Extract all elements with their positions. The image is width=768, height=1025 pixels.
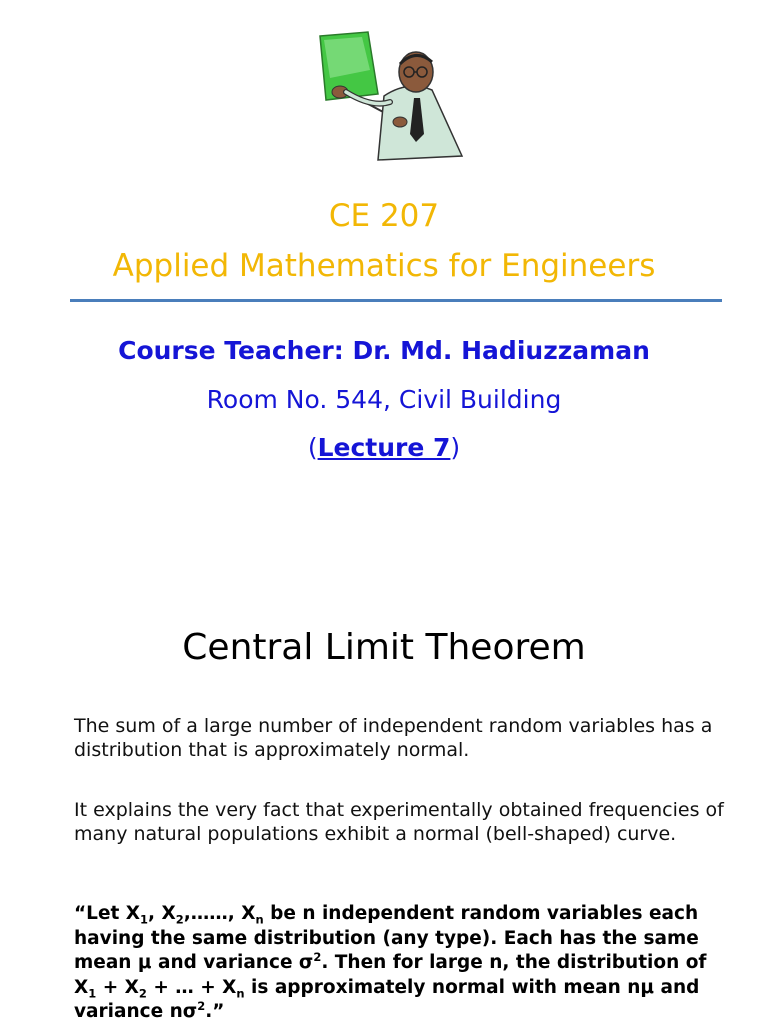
- theorem-statement: [74, 902, 754, 1025]
- paragraph-explanation: It explains the very fact that experimentally obtained frequencies of many natural populations exhibit a normal (bell-shaped) curve.: [74, 799, 724, 845]
- theorem-line-1: “Let $X_1$, $X_2,\dots\dots$, $X_n$ be n independent random variables each: [74, 903, 699, 927]
- lecture-link[interactable]: Lecture 7: [317, 433, 451, 462]
- paragraph-definition: The sum of a large number of independent random variables has a distribution that is approximately normal.: [74, 715, 713, 761]
- theorem-line-2: having the same distribution (any type). Each has the same: [74, 927, 699, 949]
- lecture-close-paren: ): [450, 433, 461, 462]
- course-teacher: Course Teacher: Dr. Md. Hadiuzzaman: [118, 336, 650, 365]
- teacher-pointing-at-board-icon: [312, 30, 472, 166]
- title-divider: [70, 299, 722, 302]
- theorem-line-5: variance $n\sigma^2$.”: [74, 998, 225, 1022]
- lecture-open-paren: (: [307, 433, 318, 462]
- theorem-line-4: $X_1 + X_2$ + … + $X_n$ is approximately normal with mean nμ and: [74, 976, 700, 1001]
- section-title: Central Limit Theorem: [182, 627, 586, 668]
- course-code-title: CE 207: [328, 198, 440, 234]
- room-number: Room No. 544, Civil Building: [206, 385, 562, 414]
- theorem-line-3: mean μ and variance $\sigma^2$. Then for large n, the distribution of: [74, 949, 707, 973]
- lecture-number: [0, 433, 768, 462]
- course-name-title: Applied Mathematics for Engineers: [112, 248, 656, 284]
